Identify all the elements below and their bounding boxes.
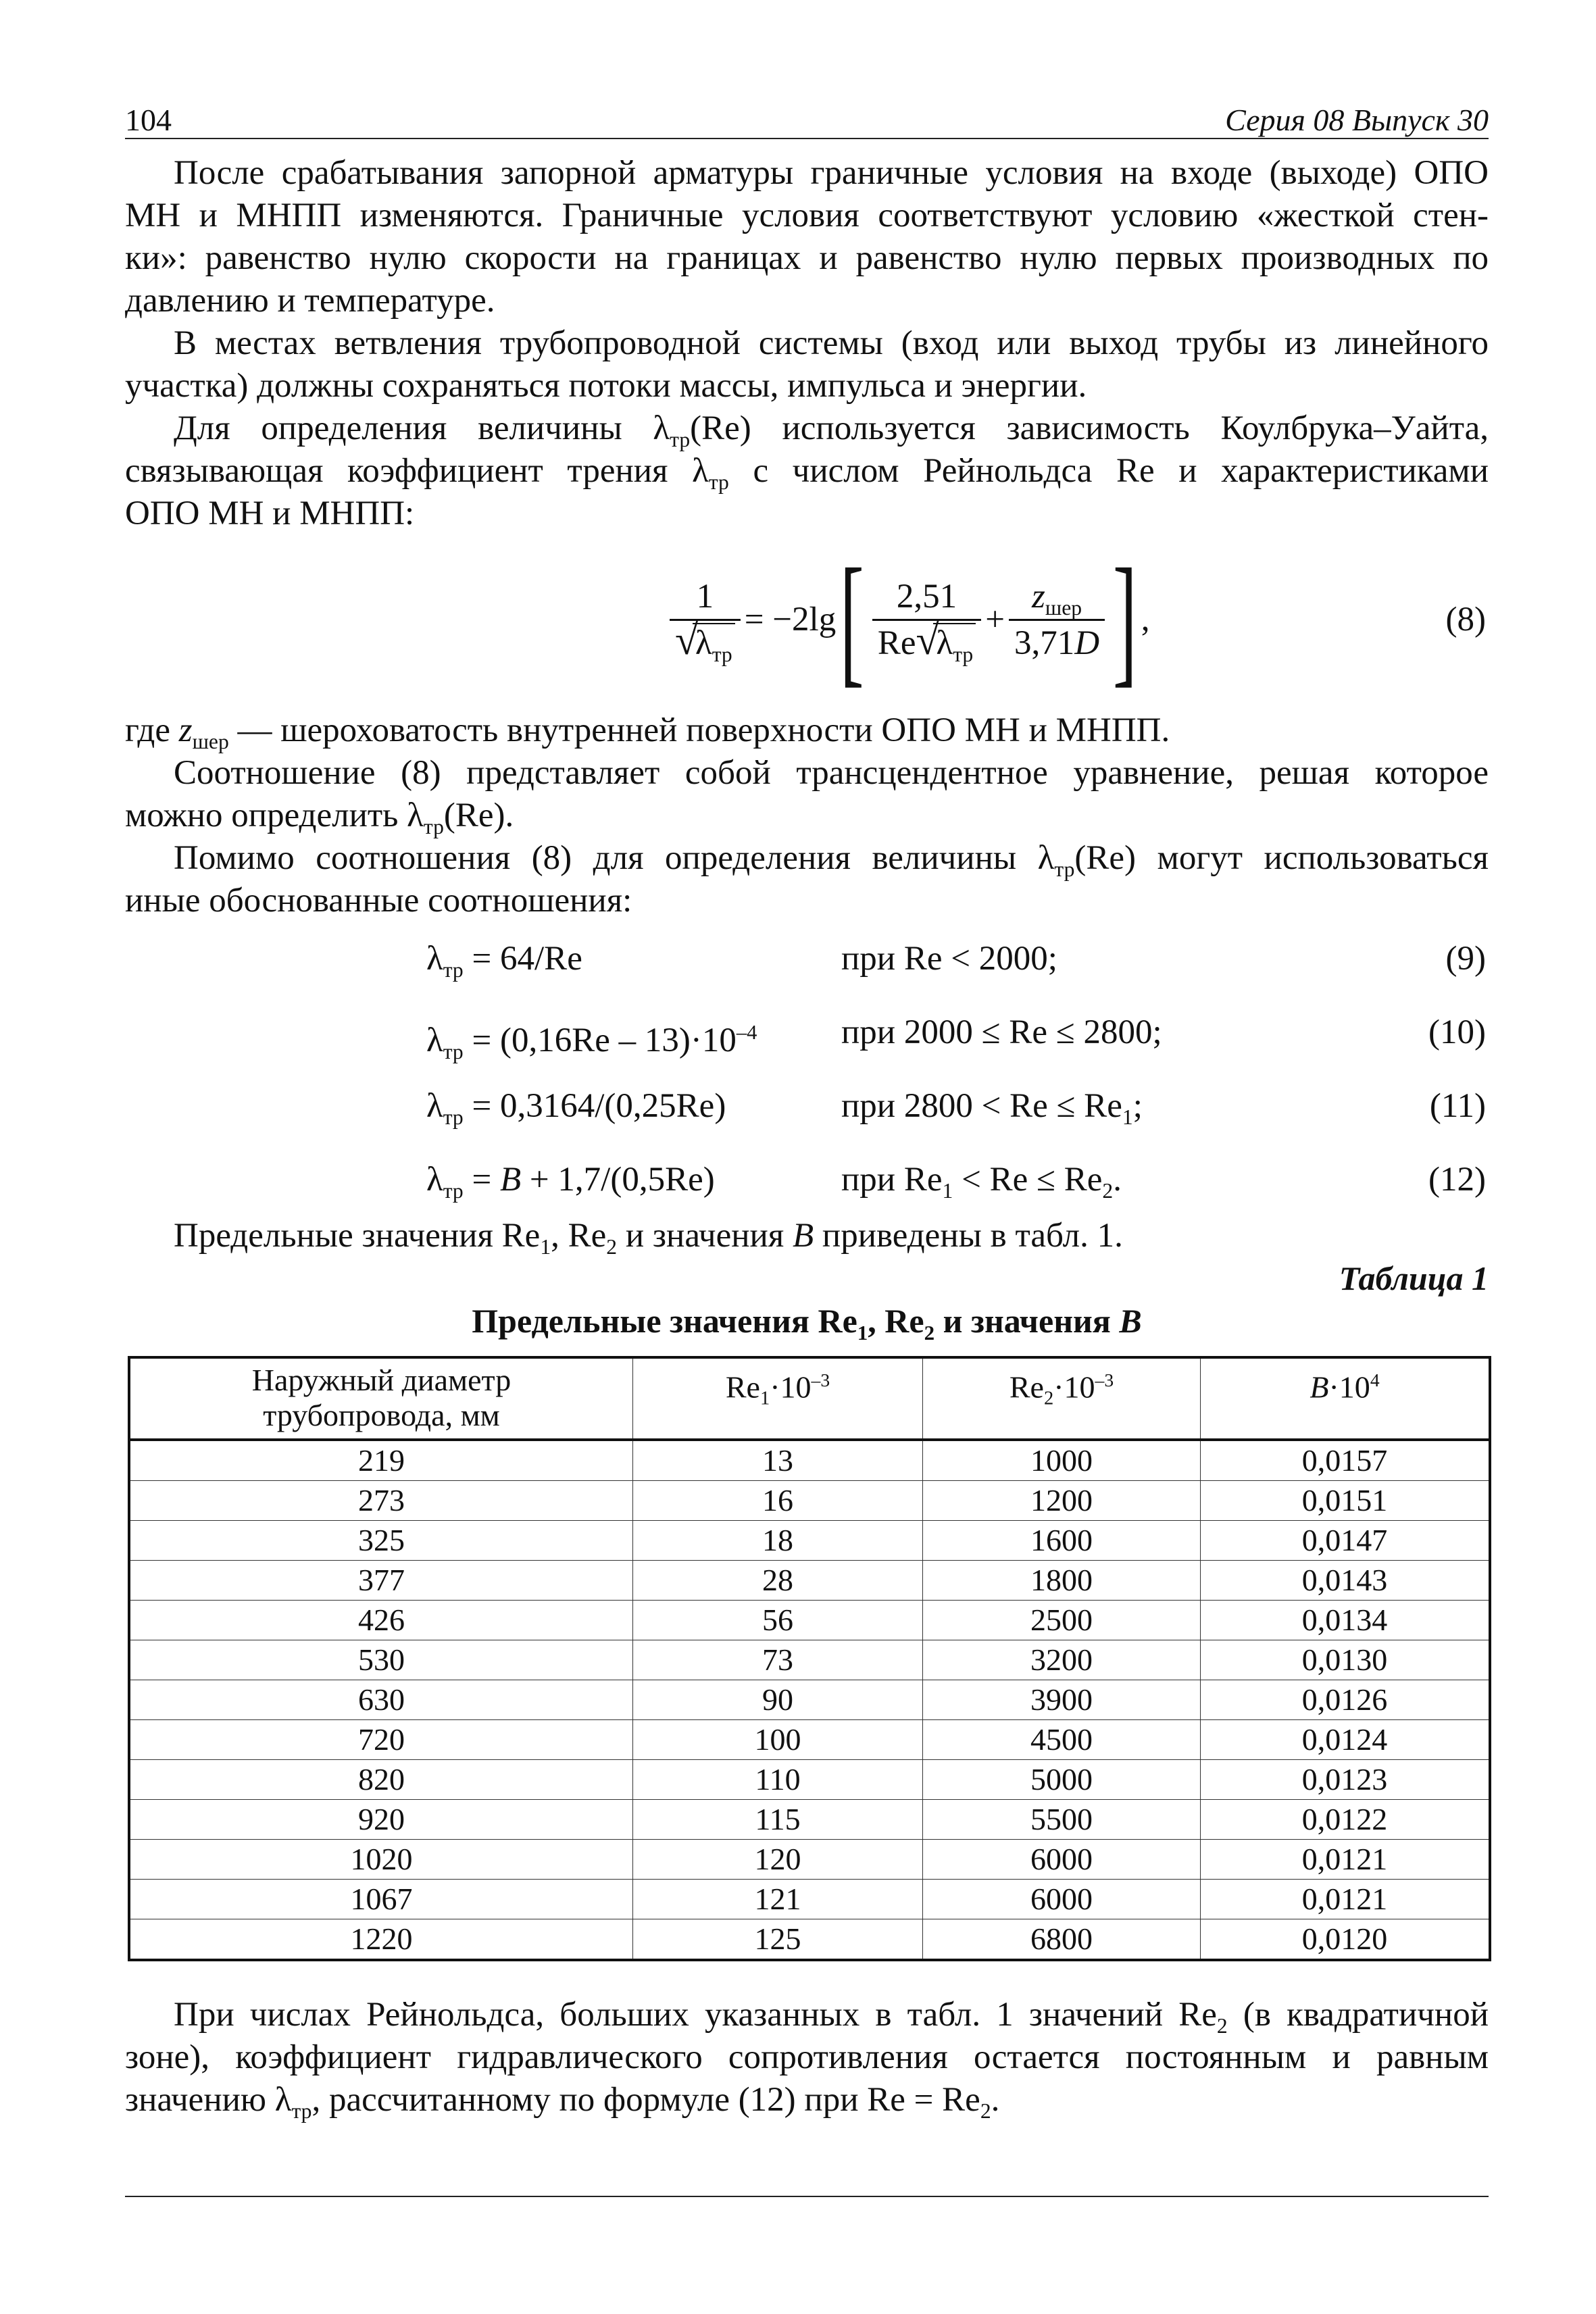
text-run: (Re). [443,797,514,834]
middle-text [125,709,1489,922]
header-sup: –3 [811,1369,830,1390]
table-cell: 100 [633,1720,923,1760]
table-cell: 377 [129,1561,633,1601]
table-cell: 5000 [923,1760,1201,1800]
header-text: B [1310,1369,1329,1405]
subscript: 1 [1122,1105,1133,1130]
text-line [125,195,1489,237]
text-line [125,1994,1489,2036]
text-run: . [1113,1161,1122,1199]
table-cell: 110 [633,1760,923,1800]
table-cell: 125 [633,1919,923,1961]
table-title [125,1300,1489,1342]
table-cell: 73 [633,1640,923,1680]
text-run: ОПО МН и МНПП: [125,495,415,532]
text-run: ; [1132,1087,1143,1125]
equation-number: (8) [1445,601,1486,638]
text-run: В местах ветвления трубопроводной системы (вход или выход трубы из линейного [174,324,1489,362]
text-run: (Re) могут использоваться [1074,839,1489,877]
text-run: ки»: равенство нулю скорости на границах и равенство нулю первых производных по [125,239,1489,277]
equation-formula [426,996,757,1078]
text-line [125,2036,1489,2079]
text-line [125,365,1489,407]
header-text: ·10 [770,1369,812,1405]
closing-text [125,1994,1489,2121]
table-row [129,1481,1490,1521]
subscript: тр [443,1105,464,1130]
title-sub: 2 [924,1320,935,1344]
footer-rule [125,2196,1489,2197]
table-cell: 1600 [923,1521,1201,1561]
text-run: λ [426,1087,443,1125]
equation-formula [426,922,582,996]
sub-tr: тр [712,642,732,666]
equation-number: (12) [1428,1161,1486,1199]
text-line [125,795,1489,837]
table-cell: 219 [129,1440,633,1481]
subscript: тр [1054,857,1075,882]
text-run: = 0,3164/(0,25Re) [463,1087,726,1125]
text-line [125,2079,1489,2121]
text-run: иные обоснованные соотношения: [125,882,632,920]
lambda: λ [936,624,953,662]
lhs-fraction: 1 √ $\lambda_{тр}$ [670,577,741,663]
text-run: при 2800 < Re ≤ Re [841,1087,1122,1125]
equations [125,922,1489,1217]
text-run: можно определить λ [125,797,424,834]
right-bracket: ] [1112,538,1137,700]
z: z [1032,577,1045,615]
table-reference-text [125,1215,1489,1257]
table-row [129,1720,1490,1760]
subscript: тр [443,1040,464,1064]
text-run: После срабатывания запорной арматуры граничные условия на входе (выходе) ОПО [174,154,1489,192]
title-part: Предельные значения Re [472,1302,857,1340]
text-run: λ [426,1022,443,1059]
table-cell: 325 [129,1521,633,1561]
re-limits-table [128,1356,1491,1961]
table-cell: 28 [633,1561,923,1601]
header-sup: –3 [1095,1369,1114,1390]
table-cell: 720 [129,1720,633,1760]
table-cell: 1220 [129,1919,633,1961]
subscript: тр [423,815,444,839]
table-cell: 0,0121 [1201,1840,1491,1880]
superscript: –4 [736,1021,757,1044]
table-cell: 5500 [923,1800,1201,1840]
text-run: (в квадратичной [1227,1996,1489,2034]
text-run: B [500,1161,522,1199]
table-cell: 16 [633,1481,923,1521]
text-run: участка) должны сохраняться потоки массы, импульса и энергии. [125,367,1087,405]
sub-tr: тр [953,642,974,666]
subscript: 2 [1216,2014,1228,2038]
text-line [125,880,1489,922]
header-text: Наружный диаметр [251,1363,512,1397]
table-cell: 6000 [923,1880,1201,1919]
table-cell: 0,0122 [1201,1800,1491,1840]
equation-row [125,996,1489,1070]
text-run: значению λ [125,2081,292,2119]
equation-row [125,1143,1489,1217]
text-line [125,152,1489,195]
title-sub: 1 [857,1320,868,1344]
intro-text [125,152,1489,535]
lhs-numerator: 1 [696,577,714,615]
text-run: (Re) используется зависимость Коулбрука–Уайта, [690,409,1489,447]
equation-condition [841,1143,1122,1217]
equation-number: (11) [1429,1087,1486,1125]
table-cell: 273 [129,1481,633,1521]
subscript: шер [192,730,229,754]
title-part: и значения [934,1302,1120,1340]
table-cell: 1067 [129,1880,633,1919]
table-cell: 6000 [923,1840,1201,1880]
equation-row [125,922,1489,996]
subscript: тр [670,428,691,452]
table-cell: 820 [129,1760,633,1800]
table-cell: 0,0151 [1201,1481,1491,1521]
plus: + [985,601,1005,638]
table-cell: 0,0134 [1201,1601,1491,1640]
text-run: при Re [841,1161,943,1199]
text-run: . [991,2081,1000,2119]
page-header [125,100,1489,138]
table-cell: 0,0124 [1201,1720,1491,1760]
header-text: трубопровода, мм [263,1398,500,1432]
equation-condition [841,922,1057,996]
table-caption: Таблица 1 [1339,1259,1489,1297]
header-re1 [633,1357,923,1440]
subscript: тр [291,2099,312,2123]
table-cell: 13 [633,1440,923,1481]
header-b [1201,1357,1491,1440]
table-cell: 1000 [923,1440,1201,1481]
fraction-2-51: 2,51 Re √ $\lambda_{тр}$ [872,577,981,663]
comma: , [1141,601,1150,638]
subscript: 2 [606,1235,618,1259]
text-run: зоне), коэффициент гидравлического сопротивления остается постоянным и равным [125,2038,1489,2076]
subscript: 1 [942,1179,953,1203]
sub-sher: шер [1045,595,1082,620]
title-part: , Re [868,1302,924,1340]
text-line [125,237,1489,280]
equation-formula [426,1070,726,1143]
table-cell: 90 [633,1680,923,1720]
table-cell: 56 [633,1601,923,1640]
table-cell: 3200 [923,1640,1201,1680]
text-run: B [793,1217,814,1255]
fraction-roughness [1009,577,1105,663]
table-cell: 6800 [923,1919,1201,1961]
table-row [129,1919,1490,1961]
header-text: ·10 [1053,1369,1095,1405]
table-cell: 530 [129,1640,633,1680]
equation-number: (10) [1428,1013,1486,1051]
text-line [125,709,1489,752]
text-run: , Re [551,1217,607,1255]
formula-8 [125,535,1489,709]
header-re2 [923,1357,1201,1440]
equation-number: (9) [1445,940,1486,978]
table-cell: 2500 [923,1601,1201,1640]
table-row [129,1601,1490,1640]
header-text: ·10 [1328,1369,1370,1405]
table-row [129,1521,1490,1561]
header-text: Re [725,1369,760,1405]
table-cell: 0,0121 [1201,1880,1491,1919]
text-line [125,450,1489,493]
table-cell: 1800 [923,1561,1201,1601]
table-cell: 426 [129,1601,633,1640]
header-sub: 1 [759,1388,770,1409]
table-body [129,1440,1490,1960]
page-number: 104 [125,103,172,137]
table-row [129,1640,1490,1680]
header-text: Re [1009,1369,1044,1405]
text-line [125,493,1489,535]
text-run: = 64/Re [463,940,582,978]
equation-condition [841,1070,1143,1143]
numerator-2-51: 2,51 [896,577,957,615]
table-cell: 1200 [923,1481,1201,1521]
subscript: тр [443,1179,464,1203]
text-run: с числом Рейнольдса Re и характеристиками [728,452,1489,490]
text-run: = (0,16Re – 13)·10 [463,1022,737,1059]
text-run: + 1,7/(0,5Re) [521,1161,715,1199]
left-bracket: [ [840,538,864,700]
subscript: тр [708,470,729,495]
table-cell: 920 [129,1800,633,1840]
text-run: λ [426,1161,443,1199]
table-cell: 121 [633,1880,923,1919]
text-run: λ [426,940,443,978]
text-run: Предельные значения Re [174,1217,541,1255]
table-cell: 0,0143 [1201,1561,1491,1601]
header-sub: 2 [1043,1388,1054,1409]
text-run: Соотношение (8) представляет собой трансцендентное уравнение, решая которое [174,754,1489,792]
table-row [129,1800,1490,1840]
text-line [125,280,1489,322]
table-cell: 0,0123 [1201,1760,1491,1800]
denominator-3-71: 3,71 [1014,624,1075,662]
subscript: 1 [540,1235,551,1259]
text-run: , рассчитанному по формуле (12) при Re = Re [311,2081,980,2119]
text-run: При числах Рейнольдса, больших указанных в табл. 1 значений Re [174,1996,1217,2034]
text-run: = [463,1161,501,1199]
table-cell: 120 [633,1840,923,1880]
table-row [129,1561,1490,1601]
table-row [129,1880,1490,1919]
equation-formula [426,1143,715,1217]
subscript: тр [443,958,464,982]
lambda: λ [695,624,712,662]
text-run: Помимо соотношения (8) для определения величины λ [174,839,1055,877]
text-line [125,837,1489,880]
text-line [125,322,1489,365]
text-run: < Re ≤ Re [953,1161,1103,1199]
table-cell: 3900 [923,1680,1201,1720]
minus-2lg: = −2lg [744,601,837,638]
text-run: и значения [617,1217,793,1255]
text-run: МН и МНПП изменяются. Граничные условия соответствуют условию «жесткой стен- [125,197,1489,234]
table-cell: 18 [633,1521,923,1561]
table-cell: 630 [129,1680,633,1720]
table-cell: 0,0130 [1201,1640,1491,1680]
table-cell: 4500 [923,1720,1201,1760]
text-line [125,407,1489,450]
equation-condition [841,996,1162,1070]
subscript: 2 [980,2099,991,2123]
re: Re [877,624,916,662]
header-sup: 4 [1370,1369,1380,1390]
table-cell: 0,0120 [1201,1919,1491,1961]
text-run: связывающая коэффициент трения λ [125,452,709,490]
text-run: — шероховатость внутренней поверхности ОПО МН и МНПП. [228,711,1170,749]
text-run: где [125,711,179,749]
table-row [129,1840,1490,1880]
text-run: при 2000 ≤ Re ≤ 2800; [841,1013,1162,1051]
header-diameter [129,1357,633,1440]
text-run: z [178,711,193,749]
text-run: приведены в табл. 1. [814,1217,1123,1255]
diameter-d: D [1074,624,1100,662]
header-rule [125,138,1489,139]
equation-row [125,1070,1489,1143]
text-run: при Re < 2000; [841,940,1057,978]
table-cell: 1020 [129,1840,633,1880]
table-row [129,1760,1490,1800]
series-label: Серия 08 Выпуск 30 [1225,103,1489,137]
text-line [125,752,1489,795]
table-row [129,1440,1490,1481]
text-line [125,1215,1489,1257]
subscript: 2 [1102,1179,1114,1203]
table-cell: 0,0126 [1201,1680,1491,1720]
table-cell: 115 [633,1800,923,1840]
text-run: Для определения величины λ [174,409,670,447]
text-run: давлению и температуре. [125,282,495,320]
table-cell: 0,0147 [1201,1521,1491,1561]
table-header-row [129,1357,1490,1440]
table-cell: 0,0157 [1201,1440,1491,1481]
table-row [129,1680,1490,1720]
title-part: B [1119,1302,1142,1340]
